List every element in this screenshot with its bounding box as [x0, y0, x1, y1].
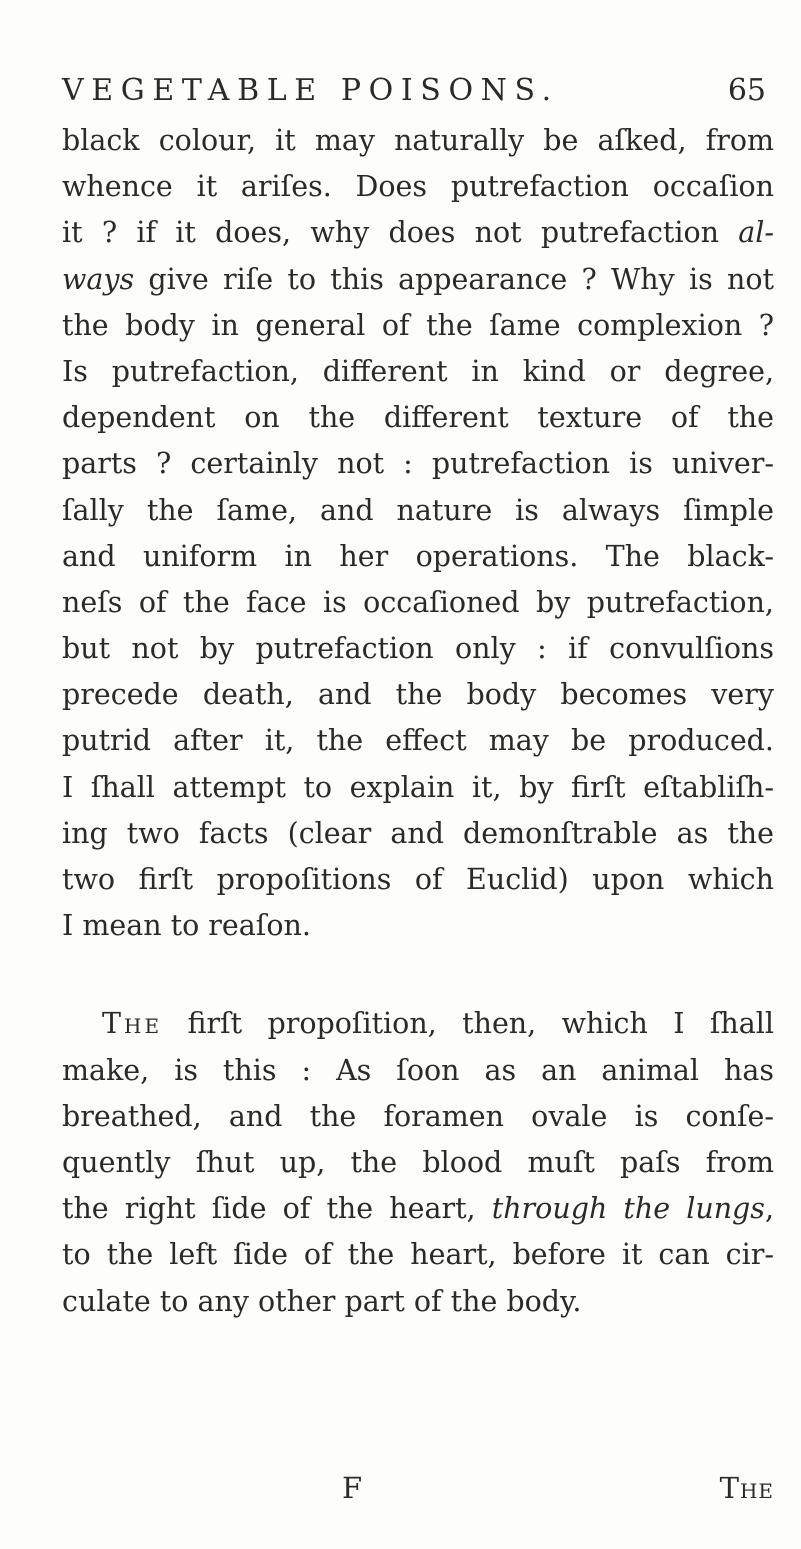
paragraph-1	[62, 118, 774, 949]
text-line: but not by putrefaction only : if convulſions	[62, 632, 774, 666]
text-line: I ſhall attempt to explain it, by firſt eſtabliſh-	[62, 770, 774, 804]
text-line: precede death, and the body becomes very	[62, 678, 774, 712]
signature-mark: F	[342, 1471, 363, 1505]
text-line: putrid after it, the effect may be produced.	[62, 724, 774, 758]
text-line	[62, 1001, 774, 1047]
text-line: the body in general of the ſame complexion ?	[62, 308, 774, 342]
body-text	[62, 118, 774, 1325]
text-line: to the left ſide of the heart, before it can cir-	[62, 1238, 774, 1272]
text-line: parts ? certainly not : putrefaction is univer-	[62, 447, 774, 481]
text-line: whence it ariſes. Does putrefaction occaſion	[62, 170, 774, 204]
text-line: ſally the ſame, and nature is always ſimple	[62, 493, 774, 527]
text-line: quently ſhut up, the blood muſt paſs from	[62, 1145, 774, 1179]
running-title: VEGETABLE POISONS.	[62, 73, 559, 108]
paragraph-2	[62, 1001, 774, 1324]
catchword: The	[719, 1471, 774, 1505]
text-line: ing two facts (clear and demonſtrable as the	[62, 816, 774, 850]
text-line-rest: firſt propoſition, then, which I ſhall	[162, 1007, 774, 1041]
text-line: it ? if it does, why does not putrefaction al-	[62, 216, 774, 250]
text-line: breathed, and the foramen ovale is conſe-	[62, 1099, 774, 1133]
running-head	[62, 66, 766, 116]
text-line: ways give riſe to this appearance ? Why is not	[62, 262, 774, 296]
text-line: the right ſide of the heart, through the lungs,	[62, 1192, 774, 1226]
text-line: and uniform in her operations. The black-	[62, 539, 774, 573]
text-line: neſs of the face is occaſioned by putrefaction,	[62, 585, 774, 619]
text-line: culate to any other part of the body.	[62, 1284, 582, 1318]
page-number: 65	[727, 73, 766, 108]
text-line: make, is this : As ſoon as an animal has	[62, 1053, 774, 1087]
text-line: dependent on the different texture of the	[62, 401, 774, 435]
text-line: two firſt propoſitions of Euclid) upon which	[62, 863, 774, 896]
paragraph-gap	[62, 949, 774, 1001]
text-line: black colour, it may naturally be aſked, from	[62, 124, 774, 157]
page-footer	[62, 1465, 774, 1511]
lead-in-word: The	[102, 1007, 163, 1041]
text-line: Is putrefaction, different in kind or degree,	[62, 354, 774, 388]
text-line: I mean to reaſon.	[62, 909, 311, 943]
